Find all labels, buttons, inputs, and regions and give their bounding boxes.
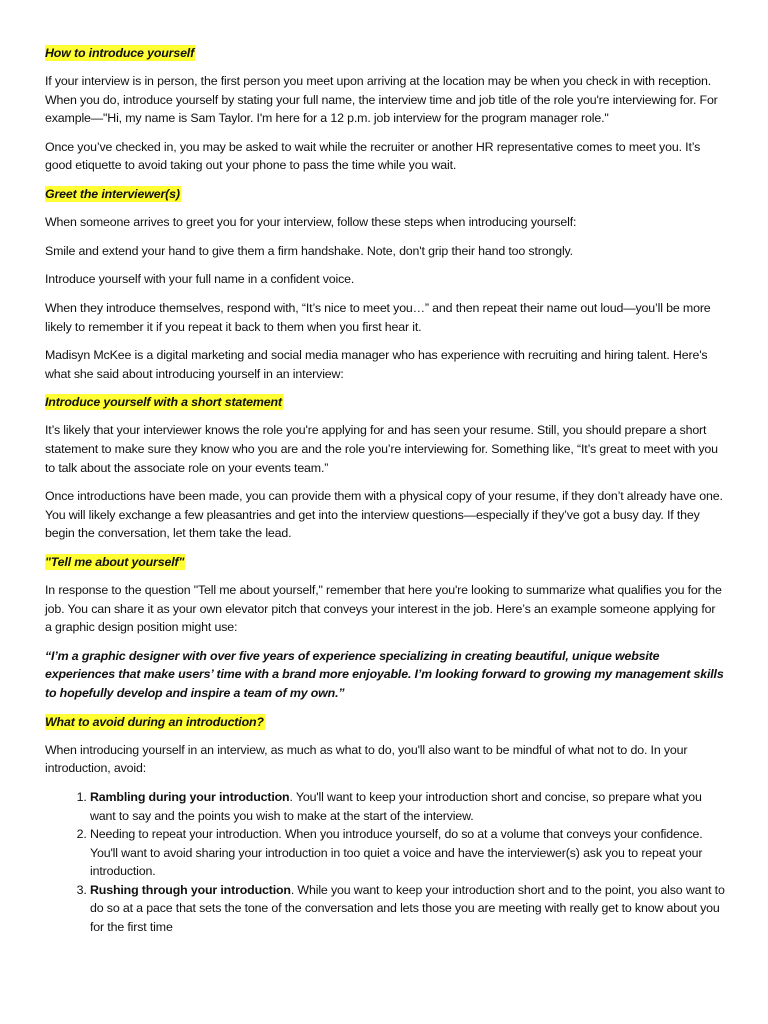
body-paragraph: When they introduce themselves, respond with, “It’s nice to meet you…” and then repeat their name out loud—you’ll be more likely to remember it if you repeat it back to them when you first hear it. [45, 300, 711, 334]
avoid-list [45, 788, 725, 937]
body-paragraph: Smile and extend your hand to give them a firm handshake. Note, don't grip their hand too strongly. [45, 243, 573, 258]
section-heading [45, 185, 725, 204]
body-paragraph: Once introductions have been made, you can provide them with a physical copy of your resume, if they don’t already have one. You will likely exchange a few pleasantries and get into the interview questions—especially if they’ve got a busy day. If they begin the conversation, let them take the lead. [45, 489, 723, 541]
body-paragraph: Once you’ve checked in, you may be asked to wait while the recruiter or another HR representative comes to meet you. It’s good etiquette to avoid taking out your phone to pass the time while you wait. [45, 139, 701, 173]
list-item-text: . While you want to keep your introduction short and to the point, you also want to do so at a pace that sets the tone of the conversation and lets those you are meeting with really get to know about you for the first time [90, 882, 725, 935]
example-quote: “I’m a graphic designer with over five years of experience specializing in creating beautiful, unique website experiences that make users’ time with a brand more enjoyable. I’m looking forward to growing my management skills to hopefully develop and inspire a team of my own.” [45, 648, 724, 701]
section-heading-highlight: Greet the interviewer(s) [45, 187, 180, 202]
section-heading-highlight: "Tell me about yourself" [45, 554, 185, 569]
list-item-lead: Rambling during your introduction [90, 789, 290, 804]
list-item [90, 881, 725, 937]
list-item-lead: Rushing through your introduction [90, 882, 291, 897]
section-heading [45, 393, 725, 412]
section-heading [45, 553, 725, 572]
body-paragraph: Madisyn McKee is a digital marketing and social media manager who has experience with recruiting and hiring talent. Here's what she said about introducing yourself in an interview: [45, 348, 708, 381]
list-item [90, 788, 725, 825]
section-heading-highlight: What to avoid during an introduction? [45, 714, 264, 729]
body-paragraph: If your interview is in person, the first person you meet upon arriving at the location may be when you check in with reception. When you do, introduce yourself by stating your full name, the interview time and job title of the role you're interviewing for. For example—"Hi, my name is Sam Taylor. I'm here for a 12 p.m. job interview for the program manager role." [45, 74, 718, 126]
list-item-text: . You'll want to keep your introduction short and concise, so prepare what you want to say and the points you wish to make at the start of the interview. [90, 789, 702, 823]
section-heading [45, 713, 725, 732]
body-paragraph: When introducing yourself in an interview, as much as what to do, you'll also want to be mindful of what not to do. In your introduction, avoid: [45, 742, 688, 776]
body-paragraph: It’s likely that your interviewer knows the role you're applying for and has seen your resume. Still, you should prepare a short statement to make sure they know who you are and the role you’re interviewing for. Something like, “It’s great to meet with you to talk about the associate role on your events team.” [45, 423, 718, 475]
body-paragraph: In response to the question "Tell me about yourself," remember that here you're looking to summarize what qualifies you for the job. You can share it as your own elevator pitch that conveys your interest in the job. Here’s an example someone applying for a graphic design position might use: [45, 583, 722, 635]
body-paragraph: Introduce yourself with your full name in a confident voice. [45, 272, 355, 287]
section-heading-highlight: Introduce yourself with a short statement [45, 395, 282, 410]
section-heading [45, 44, 725, 63]
body-paragraph: When someone arrives to greet you for your interview, follow these steps when introducing yourself: [45, 215, 577, 230]
list-item-text: Needing to repeat your introduction. When you introduce yourself, do so at a volume that conveys your confidence. You'll want to avoid sharing your introduction in too quiet a voice and have the interviewer(s) ask you to repeat your introduction. [90, 827, 703, 879]
document-page [45, 44, 725, 937]
list-item [90, 825, 725, 881]
section-heading-highlight: How to introduce yourself [45, 46, 195, 60]
